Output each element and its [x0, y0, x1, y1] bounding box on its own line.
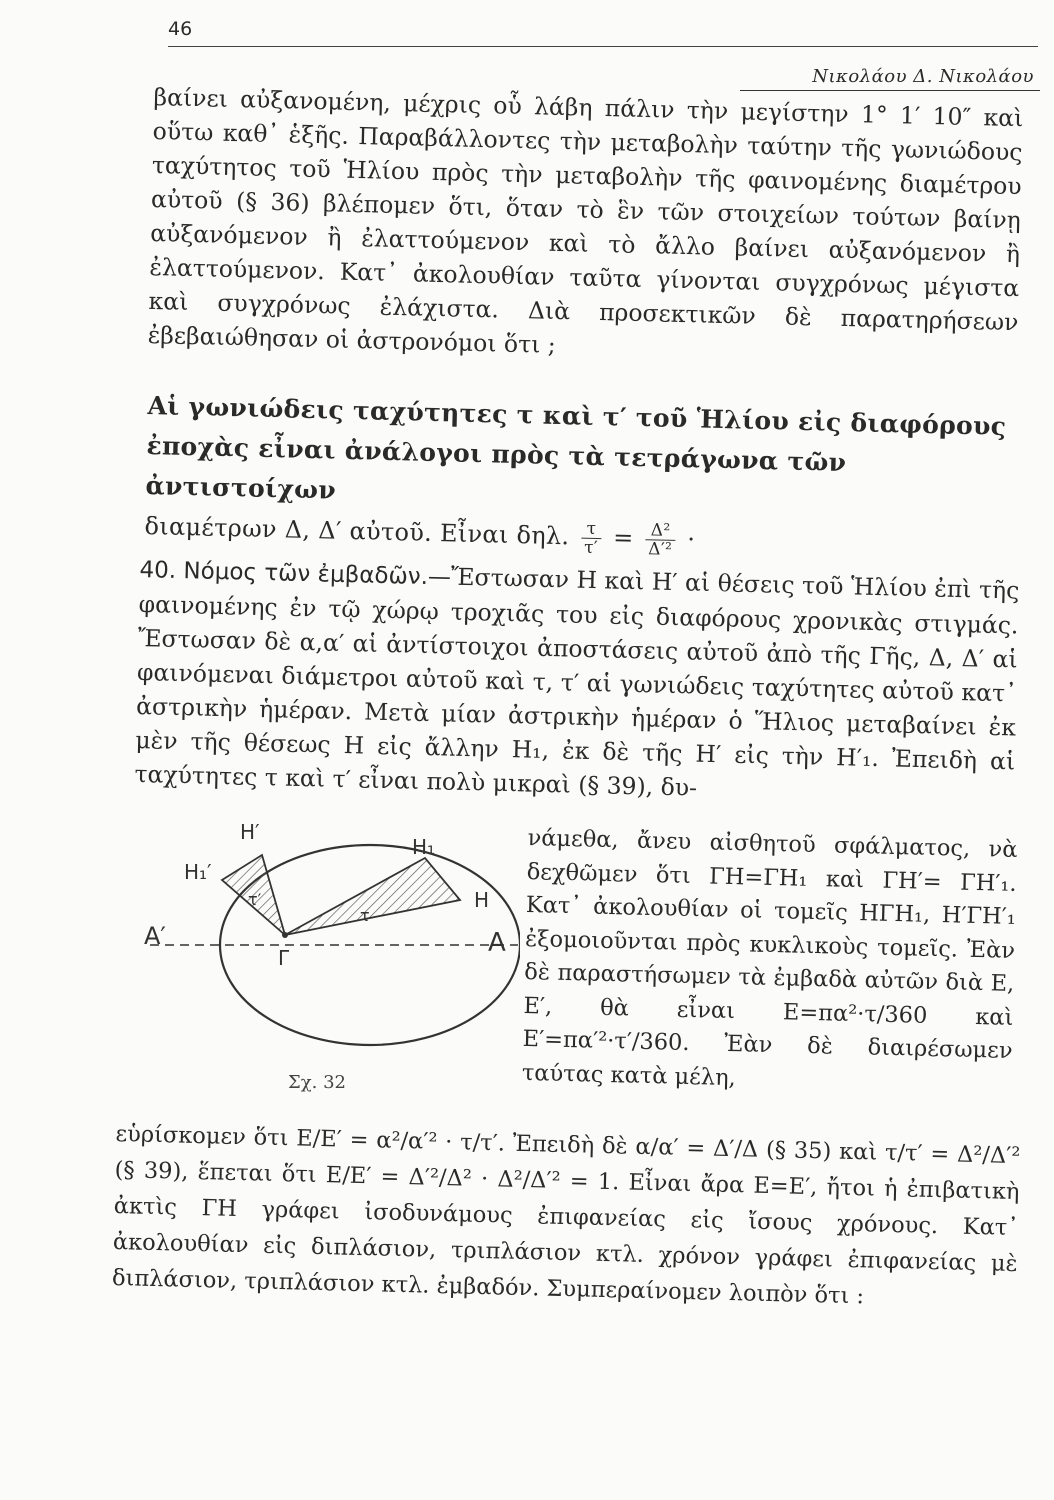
fraction-denominator: Δ′²	[648, 539, 673, 560]
fraction-denominator: τ′	[583, 537, 599, 559]
closing-paragraph: εὑρίσκομεν ὅτι Ε/Ε′ = α²/α′² · τ/τ′. Ἐπειδὴ δὲ α/α′ = Δ′/Δ (§ 35) καὶ τ/τ′ = Δ²/Δ′² (§ 39), ἕπεται ὅτι Ε/Ε′ = Δ′²/Δ² · Δ²/Δ′² = 1. Εἶναι ἄρα Ε=Ε′, ἤτοι ἡ ἐπιβατικὴ ἀκτὶς ΓΗ γράφει ἰσοδυνάμους ἐπιφανείας εἰς ἴσους χρόνους. Κατ᾽ ἀκολουθίαν εἰς διπλάσιον, τριπλάσιον κτλ. χρόνον γράφει ἐπιφανείας μὲ διπλάσιον, τριπλάσιον κτλ. ἐμβαδόν. Συμπεραίνομεν λοιπὸν ὅτι :	[111, 1120, 1021, 1310]
label-a-prime: Α′	[144, 922, 166, 950]
label-h-prime: Η′	[240, 820, 260, 844]
fraction-tau	[581, 520, 602, 557]
paragraph-text: βαίνει αὐξανομένη, μέχρις οὗ λάβη πάλιν τὴν μεγίστην 1° 1′ 10″ καὶ οὕτω καθ᾽ ἑξῆς. Παραβάλλοντες τὴν μεταβολὴν ταύτην τῆς γωνιώδους ταχύτητος τοῦ Ἡλίου πρὸς τὴν μεταβολὴν τῆς φαινομένης διαμέτρου αὐτοῦ (§ 36) βλέπομεν ὅτι, ὅταν τὸ ἓν τῶν στοιχείων τούτων βαίνῃ αὐξανόμενον ἢ ἐλαττούμενον καὶ τὸ ἄλλο βαίνει αὐξανόμενον ἢ ἐλαττούμενον. Κατ᾽ ἀκολουθίαν ταῦτα γίνονται συγχρόνως μέγιστα καὶ συγχρόνως ἐλάχιστα. Διὰ προσεκτικῶν δὲ παρατηρήσεων ἐβεβαιώθησαν οἱ ἀστρονόμοι ὅτι ;	[147, 82, 1024, 359]
orbit-diagram	[140, 810, 520, 1110]
page-number: 46	[168, 18, 193, 40]
figure-caption: Σχ. 32	[288, 1072, 346, 1093]
equals-sign: =	[612, 523, 634, 552]
side-paragraph: νάμεθα, ἄνευ αἰσθητοῦ σφάλματος, νὰ δεχθῶμεν ὅτι ΓΗ=ΓΗ₁ καὶ ΓΗ′= ΓΗ′₁. Κατ᾽ ἀκολουθίαν οἱ τομεῖς ΗΓΗ₁, Η′ΓΗ′₁ ἐξομοιοῦνται πρὸς κυκλικοὺς τομεῖς. Ἐὰν δὲ παραστήσωμεν τὰ ἐμβαδὰ αὐτῶν διὰ Ε, Ε′, θὰ εἶναι Ε=πα²·τ/360 καὶ Ε′=πα′²·τ′/360. Ἐὰν δὲ διαιρέσωμεν ταύτας κατὰ μέλη,	[521, 824, 1018, 1091]
label-a: Α	[488, 928, 506, 958]
fraction-numerator: Δ²	[645, 521, 675, 541]
earth-point	[282, 932, 288, 938]
sector-h	[285, 858, 460, 935]
section-heading: 40. Νόμος τῶν ἐμβαδῶν.—	[139, 556, 452, 591]
header-rule	[168, 46, 1038, 47]
opening-paragraph	[147, 80, 1023, 373]
label-tau-prime: τ′	[248, 890, 262, 909]
theorem-line-3-text: διαμέτρων Δ, Δ′ αὐτοῦ. Εἶναι δηλ.	[144, 511, 570, 551]
theorem-line-1: Αἱ γωνιώδεις ταχύτητες τ καὶ τ′ τοῦ Ἡλίου εἰς διαφόρους	[147, 390, 1007, 441]
theorem-line-2: ἐποχὰς εἶναι ἀνάλογοι πρὸς τὰ τετράγωνα τῶν ἀντιστοίχων	[145, 430, 847, 505]
label-gamma: Γ	[278, 946, 290, 970]
label-h1-prime: Η₁′	[184, 860, 212, 884]
running-head: Νικολάου Δ. Νικολάου	[812, 66, 1034, 87]
theorem-statement	[144, 386, 1028, 567]
running-head-rule	[740, 90, 1040, 91]
label-h1: Η₁	[412, 835, 436, 859]
label-h: Η	[474, 888, 490, 912]
end-dot: ·	[686, 525, 696, 554]
label-tau: τ	[360, 906, 370, 925]
figure-32	[140, 810, 520, 1110]
section-40	[134, 552, 1020, 812]
fraction-delta	[645, 521, 676, 559]
section-text: Ἔστωσαν Η καὶ Η′ αἱ θέσεις τοῦ Ἡλίου ἐπὶ τῆς φαινομένης ἐν τῷ χώρῳ τροχιᾶς του εἰς διαφόρους χρονικὰς στιγμάς. Ἔστωσαν δὲ α,α′ αἱ ἀντίστοιχοι ἀποστάσεις αὐτοῦ ἀπὸ τῆς Γῆς, Δ, Δ′ αἱ φαινόμεναι διάμετροι αὐτοῦ καὶ τ, τ′ αἱ γωνιώδεις ταχύτητες αὐτοῦ κατ᾽ ἀστρικὴν ἡμέραν. Μετὰ μίαν ἀστρικὴν ἡμέραν ὁ Ἥλιος μεταβαίνει ἐκ μὲν τῆς θέσεως Η εἰς ἄλλην Η₁, ἐκ δὲ τῆς Η′ εἰς τὴν Η′₁. Ἐπειδὴ αἱ ταχύτητες τ καὶ τ′ εἶναι πολὺ μικραὶ (§ 39), δυ-	[134, 562, 1020, 802]
fraction-numerator: τ	[581, 520, 601, 539]
